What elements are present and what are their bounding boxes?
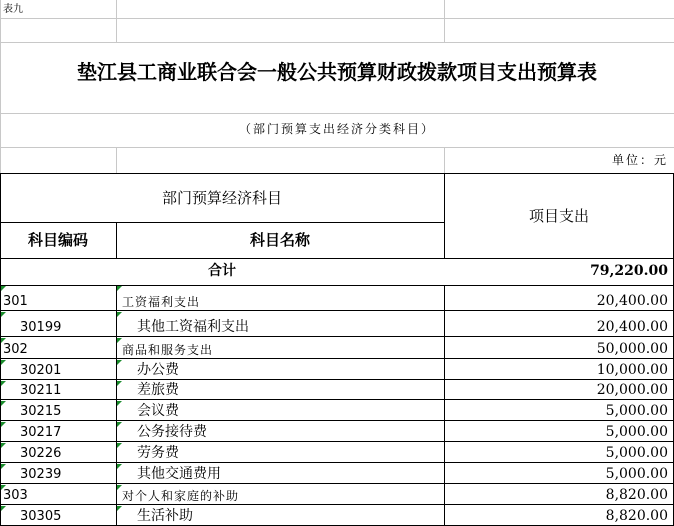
row-code: 30211 <box>20 383 62 398</box>
row-amount: 5,000.00 <box>605 466 668 482</box>
row-amount: 5,000.00 <box>605 445 668 461</box>
table-row[interactable] <box>0 380 674 400</box>
row-name: 商品和服务支出 <box>122 343 214 357</box>
row-name: 劳务费 <box>137 445 179 461</box>
row-amount: 50,000.00 <box>596 341 668 357</box>
header-amount: 项目支出 <box>528 207 589 225</box>
row-code: 30215 <box>20 404 62 419</box>
column-border <box>444 463 445 484</box>
total-label: 合计 <box>208 263 236 279</box>
column-border <box>444 285 445 311</box>
row-amount: 8,820.00 <box>605 508 668 524</box>
gridline <box>0 113 674 114</box>
cell-warning-indicator-icon <box>117 464 122 469</box>
row-name: 工资福利支出 <box>122 295 201 309</box>
total-amount: 79,220.00 <box>590 263 668 279</box>
cell-warning-indicator-icon <box>117 286 122 291</box>
gridline <box>0 0 1 173</box>
column-border <box>444 359 445 380</box>
row-amount: 5,000.00 <box>605 403 668 419</box>
gridline <box>0 42 674 43</box>
cell-warning-indicator-icon <box>117 312 122 317</box>
cell-warning-indicator-icon <box>117 401 122 406</box>
column-border <box>444 442 445 463</box>
row-amount: 8,820.00 <box>605 487 668 503</box>
cell-warning-indicator-icon <box>1 485 6 490</box>
column-border <box>444 337 445 359</box>
table-row[interactable] <box>0 421 674 442</box>
row-name: 差旅费 <box>137 382 179 398</box>
page-subtitle: （部门预算支出经济分类科目） <box>238 122 435 136</box>
header-group-label: 部门预算经济科目 <box>161 189 282 207</box>
row-name: 公务接待费 <box>137 424 207 440</box>
row-code: 30199 <box>20 320 62 335</box>
gridline <box>444 147 445 173</box>
cell-warning-indicator-icon <box>1 312 6 317</box>
cell-warning-indicator-icon <box>117 360 122 365</box>
header-name: 科目名称 <box>249 231 310 249</box>
cell-warning-indicator-icon <box>1 360 6 365</box>
cell-warning-indicator-icon <box>117 338 122 343</box>
row-code: 30305 <box>20 509 62 524</box>
cell-warning-indicator-icon <box>1 401 6 406</box>
gridline <box>116 0 117 43</box>
cell-warning-indicator-icon <box>117 443 122 448</box>
cell-warning-indicator-icon <box>1 338 6 343</box>
row-amount: 5,000.00 <box>605 424 668 440</box>
row-amount: 20,000.00 <box>596 382 668 398</box>
table-row[interactable] <box>0 285 674 311</box>
row-amount: 10,000.00 <box>596 362 668 378</box>
row-code: 302 <box>3 342 28 357</box>
row-code: 30201 <box>20 363 62 378</box>
table-number: 表九 <box>3 4 23 15</box>
table-row[interactable] <box>0 359 674 380</box>
unit-label: 单位：元 <box>611 153 668 167</box>
column-border <box>444 400 445 421</box>
gridline <box>0 147 674 148</box>
row-name: 会议费 <box>137 403 179 419</box>
header-code: 科目编码 <box>27 231 88 249</box>
table-row[interactable] <box>0 505 674 526</box>
table-row[interactable] <box>0 484 674 505</box>
cell-warning-indicator-icon <box>1 422 6 427</box>
cell-warning-indicator-icon <box>1 286 6 291</box>
table-row[interactable] <box>0 463 674 484</box>
cell-warning-indicator-icon <box>1 443 6 448</box>
row-name: 对个人和家庭的补助 <box>122 489 240 503</box>
row-code: 30239 <box>20 467 62 482</box>
cell-warning-indicator-icon <box>1 506 6 511</box>
row-amount: 20,400.00 <box>596 293 668 309</box>
page-title: 垫江县工商业联合会一般公共预算财政拨款项目支出预算表 <box>77 60 597 84</box>
column-border <box>444 484 445 505</box>
table-border <box>0 173 674 174</box>
table-row[interactable] <box>0 400 674 421</box>
column-border <box>444 380 445 400</box>
gridline <box>444 0 445 43</box>
row-name: 生活补助 <box>137 508 193 524</box>
row-code: 301 <box>3 294 28 309</box>
column-border <box>444 311 445 337</box>
table-row[interactable] <box>0 442 674 463</box>
column-border <box>444 505 445 526</box>
table-row[interactable] <box>0 311 674 337</box>
column-border <box>444 421 445 442</box>
table-row[interactable] <box>0 337 674 359</box>
row-code: 30217 <box>20 425 62 440</box>
row-code: 30226 <box>20 446 62 461</box>
gridline <box>0 18 674 19</box>
row-name: 其他工资福利支出 <box>137 319 249 335</box>
row-name: 办公费 <box>137 362 179 378</box>
cell-warning-indicator-icon <box>117 485 122 490</box>
cell-warning-indicator-icon <box>117 422 122 427</box>
cell-warning-indicator-icon <box>117 381 122 386</box>
cell-warning-indicator-icon <box>1 381 6 386</box>
row-amount: 20,400.00 <box>596 319 668 335</box>
cell-warning-indicator-icon <box>117 506 122 511</box>
table-border <box>0 258 674 259</box>
row-code: 303 <box>3 488 28 503</box>
gridline <box>116 147 117 173</box>
table-border <box>0 222 445 223</box>
cell-warning-indicator-icon <box>1 464 6 469</box>
row-name: 其他交通费用 <box>137 466 221 482</box>
